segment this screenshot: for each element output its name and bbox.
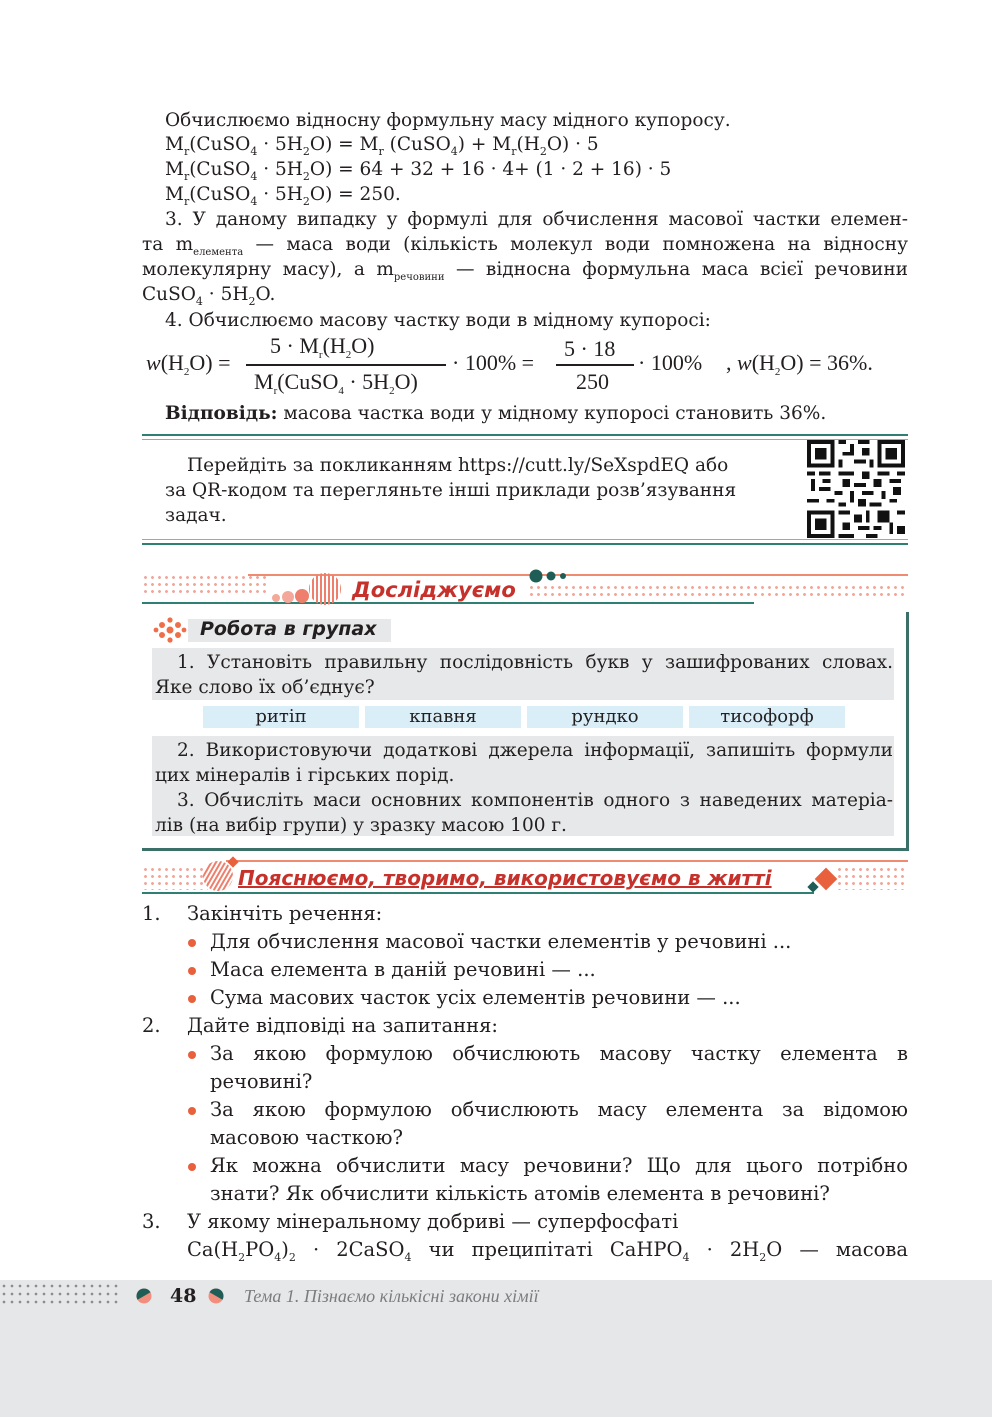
bullet-text: Як можна обчислити масу речовини? Що для цього потрібно [210, 1154, 908, 1177]
bullet-text-cont: речовині? [210, 1070, 313, 1093]
explain-bottom-rule [142, 892, 814, 894]
group-task-2-line-1: 2. Використовуючи додаткові джерела інформації, запишіть формули [177, 740, 893, 761]
group-task-3-line-1: 3. Обчисліть маси основних компонентів одного з наведених матеріа- [177, 790, 893, 811]
calc-line-2: $M_r(CuSO_4 \cdot 5H_2O) = 64 + 32 + 16 \cdot 4+ (1 \cdot 2 + 16) \cdot 5$ [165, 159, 672, 183]
research-decor-icon [268, 572, 346, 608]
bullet-icon [188, 995, 196, 1003]
research-top-rule [248, 574, 908, 576]
footer-dots [0, 1282, 122, 1308]
step4-text: 4. Обчислюємо масову частку води в мідному купоросі: [165, 310, 711, 331]
bullet-text: За якою формулою обчислюють масу елемента за відомою [210, 1098, 908, 1121]
bullet-icon [188, 1107, 196, 1115]
calc-line-1: $M_r(CuSO_4 \cdot 5H_2O) = M_r$ (CuSO$_4$) + $M_r(H_2O) \cdot 5$ [165, 134, 599, 158]
step3-line-3: молекулярну масу), а $m_{речовини}$ — відносна формульна маса всієї речовини [142, 259, 908, 283]
bullet-icon [188, 1163, 196, 1171]
step3-line-1: 3. У даному випадку у формулі для обчислення масової частки елемен- [165, 209, 908, 230]
page-marker-left-icon [135, 1287, 153, 1305]
group-task-1-line-2: Яке слово їх об’єднує? [155, 677, 375, 698]
question-2-text: Дайте відповіді на запитання: [187, 1014, 498, 1037]
question-3-text: У якому мінеральному добриві — суперфосфаті [187, 1210, 679, 1233]
question-number: 3. [142, 1210, 161, 1233]
bullet-icon [188, 939, 196, 947]
bullet-text: За якою формулою обчислюють масову частку елемента в [210, 1042, 908, 1065]
research-bottom-rule [142, 602, 754, 604]
teal-dots-icon [528, 568, 570, 584]
diamond-icon [806, 866, 846, 896]
page-number: 48 [170, 1285, 197, 1307]
explain-top-rule [226, 860, 908, 862]
group-work-title: Робота в групах [200, 618, 377, 640]
qr-code-icon[interactable] [806, 440, 906, 538]
bullet-icon [188, 967, 196, 975]
page-marker-right-icon [207, 1287, 225, 1305]
step3-line-4: CuSO$_4$ · $5H_2O$. [142, 284, 276, 308]
question-number: 2. [142, 1014, 161, 1037]
bullet-text: Для обчислення масової частки елементів у речовині ... [210, 930, 792, 953]
question-3-formula-line: $Ca(H_2PO_4)_2$ · 2CaSO$_4$ чи преципітаті CaHPO$_4$ · $2H_2O$ — масова [187, 1238, 908, 1264]
step3-line-2: та $m_{елемента}$ — маса води (кількість молекул води помножена на відносну [142, 234, 908, 258]
bullet-icon [188, 1051, 196, 1059]
bullet-text-cont: масовою часткою? [210, 1126, 403, 1149]
group-task-3-line-2: лів (на вибір групи) у зразку масою 100 г. [155, 815, 567, 836]
explain-title: Пояснюємо, творимо, використовуємо в житті [238, 866, 772, 890]
bullet-text-cont: знати? Як обчислити кількість атомів елемента в речовині? [210, 1182, 830, 1205]
answer: Відповідь: масова частка води у мідному купоросі становить 36%. [165, 403, 827, 424]
research-title: Досліджуємо [352, 578, 516, 602]
link-line-3: задач. [165, 505, 227, 526]
group-task-2-line-2: цих мінералів і гірських порід. [155, 765, 455, 786]
mass-fraction-equation: $w(H_2O)$ = $5 \cdot M_r(H_2O)$ $M_r(CuSO_4 \cdot 5H_2O)$ · 100% = 5 · 18 250 · 100% , $w(H_2O) = 36\%$. [146, 333, 873, 397]
question-1-text: Закінчіть речення: [187, 902, 383, 925]
bullet-text: Маса елемента в даній речовині — ... [210, 958, 596, 981]
group-task-1-line-1: 1. Установіть правильну послідовність букв у зашифрованих словах. [177, 652, 893, 673]
link-line-2: за QR-кодом та перегляньте інші приклади розв’язування [165, 480, 737, 501]
bullet-text: Сума масових часток усіх елементів речовини — ... [210, 986, 741, 1009]
footer-topic: Тема 1. Пізнаємо кількісні закони хімії [244, 1286, 539, 1306]
word-cell: ритіп [203, 706, 359, 728]
word-cell: кпавня [365, 706, 521, 728]
explain-decor-icon [200, 856, 240, 892]
link-line-1: Перейдіть за покликанням https://cutt.ly/SeXspdEQ або [187, 455, 729, 476]
group-work-icon [152, 615, 188, 645]
calc-intro: Обчислюємо відносну формульну масу мідного купоросу. [165, 110, 731, 131]
question-number: 1. [142, 902, 161, 925]
word-cell: рундко [527, 706, 683, 728]
word-cell: тисофорф [689, 706, 845, 728]
calc-line-3: $M_r(CuSO_4 \cdot 5H_2O) = 250$. [165, 184, 401, 208]
